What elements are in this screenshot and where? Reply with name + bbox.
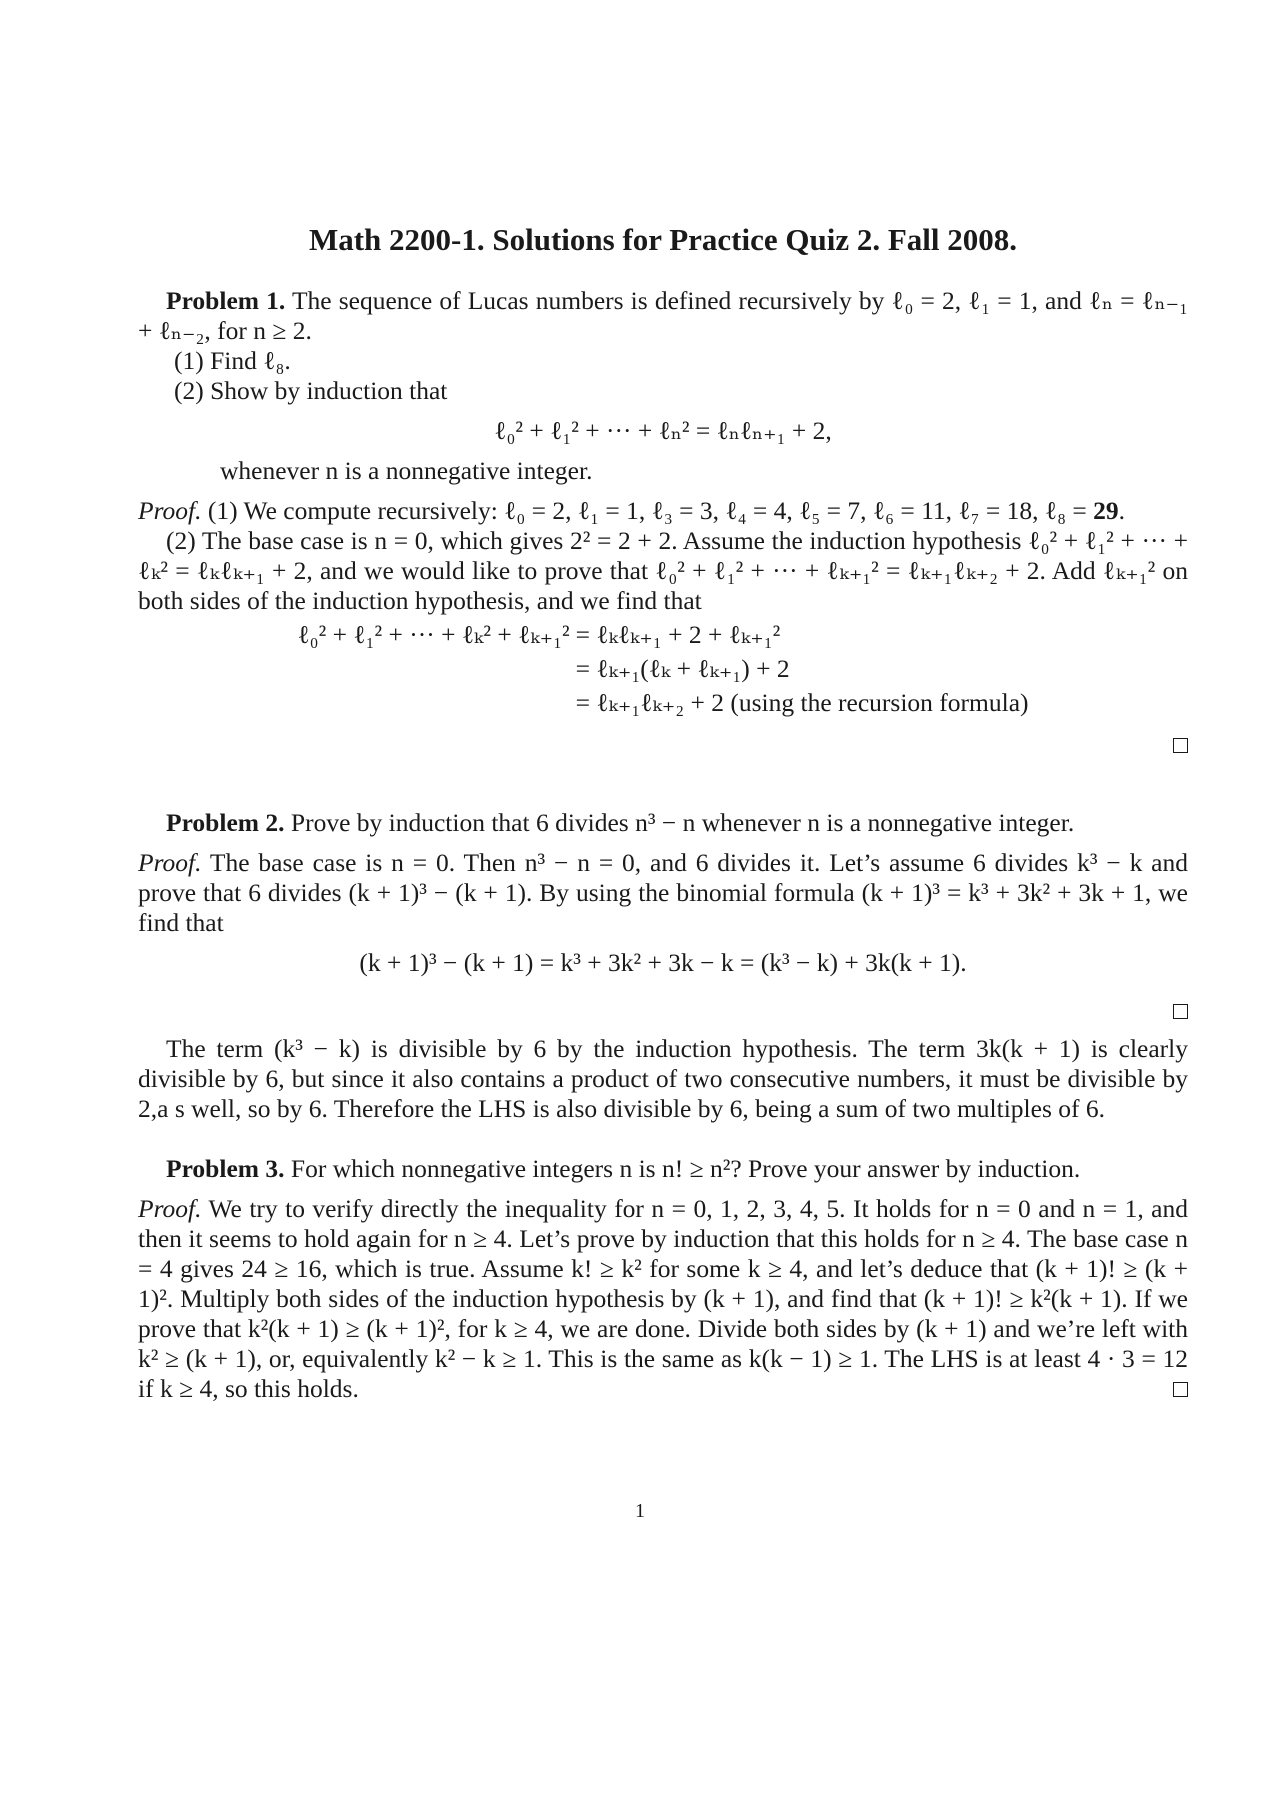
answer-l8: 29 bbox=[1093, 496, 1119, 525]
align-lhs: ℓ₀² + ℓ₁² + ··· + ℓₖ² + ℓₖ₊₁² bbox=[297, 620, 570, 649]
qed-square-icon bbox=[1173, 1004, 1188, 1019]
problem-2-remark: The term (k³ − k) is divisible by 6 by the induction hypothesis. The term 3k(k + 1) is clearly divisible by 6, but since it also contains a product of two consecutive numbers, it must be divisible by 2,a s well, so by 6. Therefore the LHS is also divisible by 6, being a sum of two multiples of 6. bbox=[138, 1034, 1188, 1123]
problem-2-display-equation: (k + 1)³ − (k + 1) = k³ + 3k² + 3k − k = (k³ − k) + 3k(k + 1). bbox=[359, 948, 967, 977]
proof-label: Proof. bbox=[138, 496, 202, 525]
problem-1-item-1: (1) Find ℓ₈. bbox=[174, 346, 291, 375]
problem-1-statement bbox=[138, 286, 1188, 346]
page-title: Math 2200-1. Solutions for Practice Quiz 2. Fall 2008. bbox=[308, 222, 1018, 257]
problem-1-item-2: (2) Show by induction that bbox=[174, 376, 448, 405]
qed-square-icon bbox=[1173, 1382, 1188, 1397]
problem-1-proof-part-2: (2) The base case is n = 0, which gives 2² = 2 + 2. Assume the induction hypothesis ℓ₀² + ℓ₁² + ··· + ℓₖ² = ℓₖℓₖ₊₁ + 2, and we would like to prove that ℓ₀² + ℓ₁² + ··· + ℓₖ₊₁² = ℓₖ₊₁ℓₖ₊₂ + 2. Add ℓₖ₊₁² on both sides of the induction hypothesis, and we find that bbox=[138, 526, 1188, 615]
problem-3-proof: Proof. We try to verify directly the inequality for n = 0, 1, 2, 3, 4, 5. It holds for n = 0 and n = 1, and then it seems to hold again for n ≥ 4. Let’s prove by induction that this holds for n ≥ 4. The base case n = 4 gives 24 ≥ 16, which is true. Assume k! ≥ k² for some k ≥ 4, and let’s deduce that (k + 1)! ≥ (k + 1)². Multiply both sides of the induction hypothesis by (k + 1), and find that (k + 1)! ≥ k²(k + 1). If we prove that k²(k + 1) ≥ (k + 1)², for k ≥ 4, we are done. Divide both sides by (k + 1) and we’re left with k² ≥ (k + 1), or, equivalently k² − k ≥ 1. This is the same as k(k − 1) ≥ 1. The LHS is at least 4 · 3 = 12 if k ≥ 4, so this holds. bbox=[138, 1194, 1189, 1403]
align-rhs-1: = ℓₖℓₖ₊₁ + 2 + ℓₖ₊₁² bbox=[575, 620, 781, 649]
problem-2-statement: Problem 2. Prove by induction that 6 divides n³ − n whenever n is a nonnegative integer. bbox=[166, 808, 1075, 837]
problem-1-text: The sequence of Lucas numbers is defined recursively by ℓ₀ = 2, ℓ₁ = 1, and ℓₙ = ℓₙ₋₁ + ℓₙ₋₂, for n ≥ 2. bbox=[138, 286, 1188, 345]
qed-square-icon bbox=[1173, 738, 1188, 753]
problem-1-aligned-equations bbox=[138, 620, 1188, 718]
problem-3-label: Problem 3. bbox=[166, 1154, 285, 1183]
align-rhs-2: = ℓₖ₊₁(ℓₖ + ℓₖ₊₁) + 2 bbox=[575, 654, 790, 683]
problem-3 bbox=[138, 1154, 1188, 1404]
proof-label: Proof. bbox=[138, 1194, 202, 1223]
problem-1 bbox=[138, 286, 1188, 758]
problem-1-display-equation: ℓ₀² + ℓ₁² + ··· + ℓₙ² = ℓₙℓₙ₊₁ + 2, bbox=[494, 416, 832, 445]
problem-2-proof: Proof. The base case is n = 0. Then n³ − n = 0, and 6 divides it. Let’s assume 6 divides k³ − k and prove that 6 divides (k + 1)³ − (k + 1). By using the binomial formula (k + 1)³ = k³ + 3k² + 3k + 1, we find that bbox=[138, 848, 1188, 937]
problem-1-label: Problem 1. bbox=[166, 286, 286, 315]
problem-2-label: Problem 2. bbox=[166, 808, 285, 837]
page-number: 1 bbox=[635, 1500, 645, 1522]
problem-2 bbox=[138, 808, 1188, 1124]
proof-label: Proof. bbox=[138, 848, 202, 877]
problem-1-after-display: whenever n is a nonnegative integer. bbox=[220, 456, 593, 485]
problem-3-statement: Problem 3. For which nonnegative integers n is n! ≥ n²? Prove your answer by induction. bbox=[166, 1154, 1081, 1183]
align-rhs-3: = ℓₖ₊₁ℓₖ₊₂ + 2 (using the recursion formula) bbox=[575, 688, 1029, 717]
document-page bbox=[138, 220, 1188, 1404]
problem-1-proof-part-1: Proof. (1) We compute recursively: ℓ₀ = 2, ℓ₁ = 1, ℓ₃ = 3, ℓ₄ = 4, ℓ₅ = 7, ℓ₆ = 11, ℓ₇ = 18, ℓ₈ = 29. bbox=[138, 496, 1126, 525]
